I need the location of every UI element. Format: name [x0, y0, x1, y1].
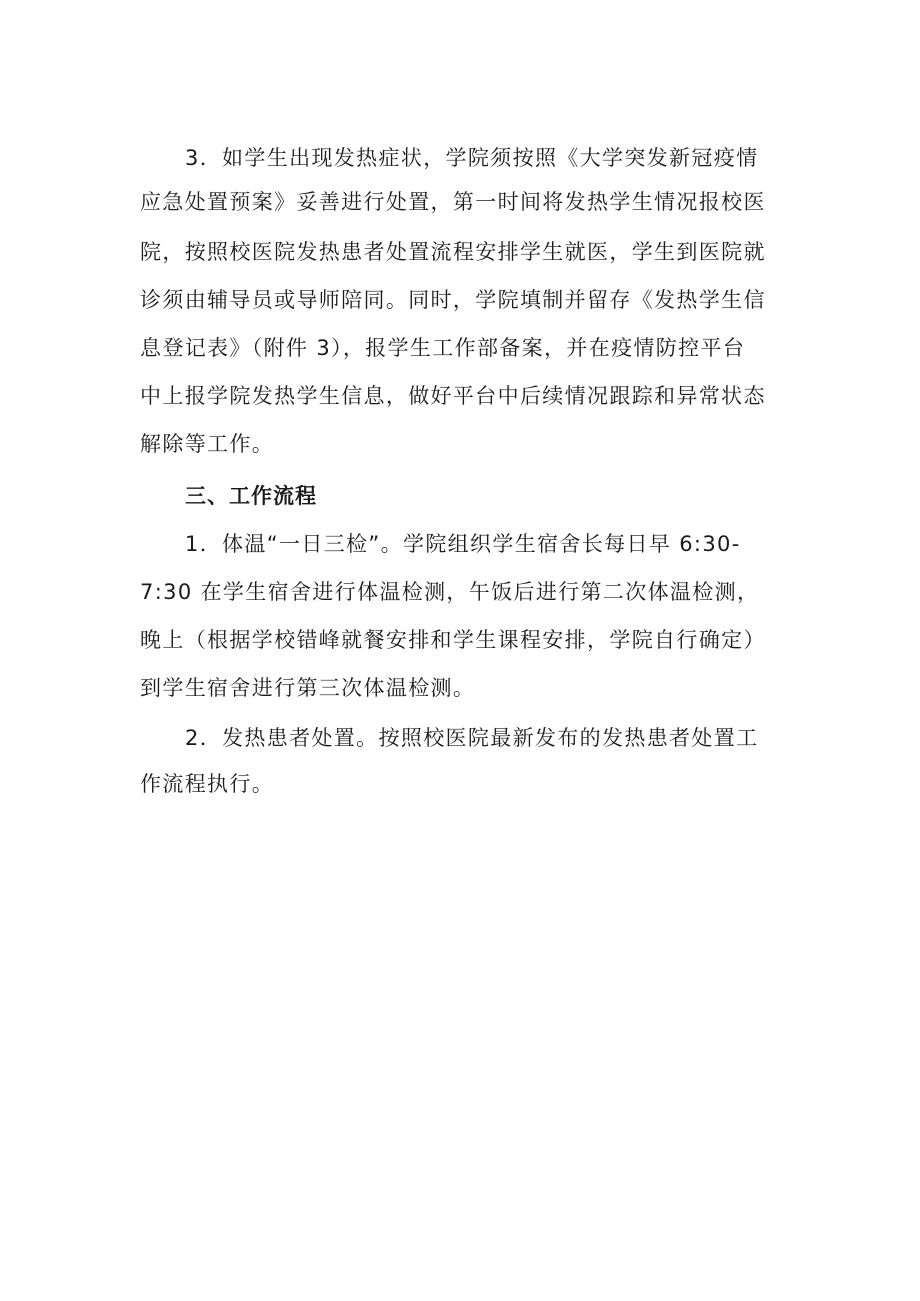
workflow-item-2-line-2: 作流程执行。: [140, 772, 275, 796]
paragraph-3-line-2: 应急处置预案》妥善进行处置，第一时间将发热学生情况报校医: [140, 190, 766, 214]
paragraph-3-line-7: 解除等工作。: [140, 432, 275, 456]
paragraph-3-line-5: 息登记表》（附件 3），报学生工作部备案，并在疫情防控平台: [140, 336, 746, 360]
paragraph-3-line-1: 3．如学生出现发热症状，学院须按照《大学突发新冠疫情: [185, 146, 759, 170]
workflow-item-1-line-4: 到学生宿舍进行第三次体温检测。: [140, 676, 476, 700]
workflow-item-1-line-2: 7:30 在学生宿舍进行体温检测，午饭后进行第二次体温检测，: [140, 580, 760, 604]
workflow-item-1-line-3: 晚上（根据学校错峰就餐安排和学生课程安排，学院自行确定）: [140, 628, 766, 652]
paragraph-3-line-6: 中上报学院发热学生信息，做好平台中后续情况跟踪和异常状态: [140, 384, 766, 408]
workflow-item-2-line-1: 2．发热患者处置。按照校医院最新发布的发热患者处置工: [185, 726, 759, 750]
paragraph-3-line-4: 诊须由辅导员或导师陪同。同时，学院填制并留存《发热学生信: [140, 288, 766, 312]
section-heading: 三、工作流程: [185, 484, 317, 508]
paragraph-3-line-3: 院，按照校医院发热患者处置流程安排学生就医，学生到医院就: [140, 240, 766, 264]
workflow-item-1-line-1: 1．体温“一日三检”。学院组织学生宿舍长每日早 6:30-: [185, 532, 741, 556]
